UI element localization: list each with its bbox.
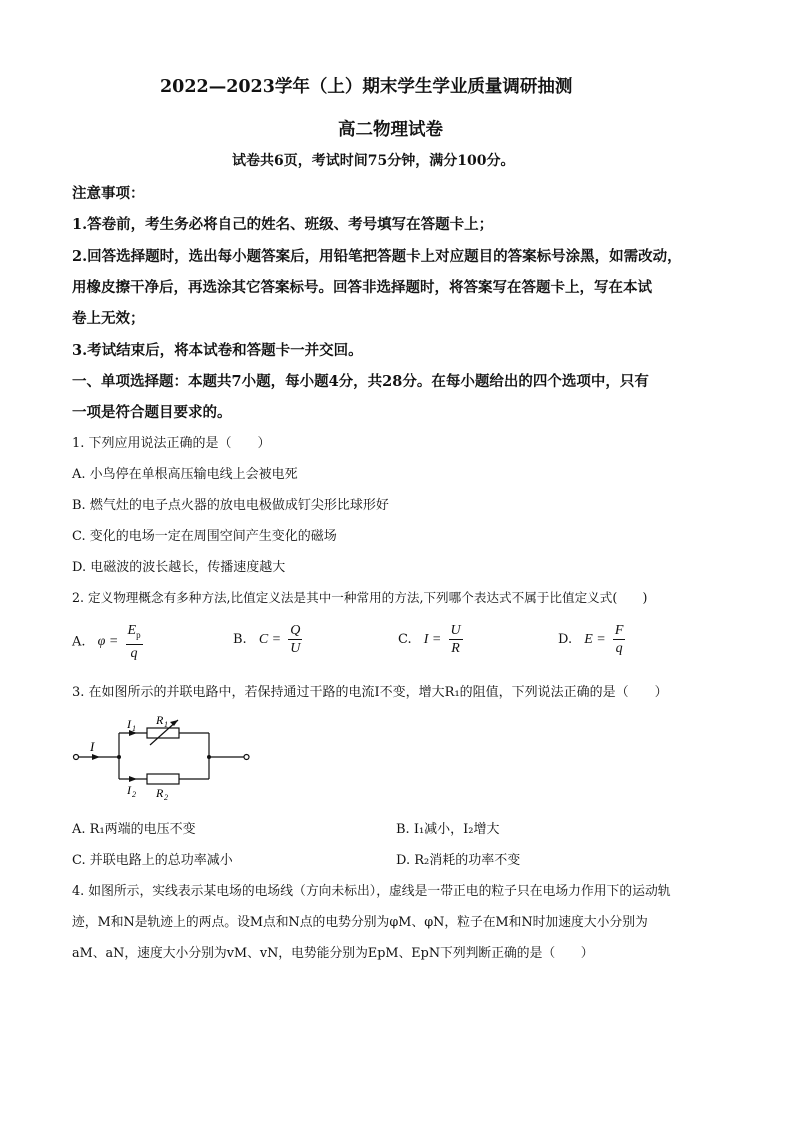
question-2-option-d xyxy=(558,622,625,657)
label-i: I xyxy=(90,739,95,754)
section-heading-line-1: 一、单项选择题：本题共7小题，每小题4分，共28分。在每小题给出的四个选项中，只有 xyxy=(72,373,649,390)
option-b-label: B. xyxy=(233,632,247,647)
question-2-option-a xyxy=(72,622,143,662)
option-a-numerator-sub: p xyxy=(136,629,141,640)
option-c-numerator: U xyxy=(450,623,461,638)
option-a-label: A. xyxy=(72,634,86,650)
option-c-lhs: I = xyxy=(423,632,442,647)
question-4-line-2: 迹，M和N是轨迹上的两点。设M点和N点的电势分别为φM、φN，粒子在M和N时加速度大小分别为 xyxy=(72,915,648,930)
current-arrow-branch-2 xyxy=(129,776,137,782)
question-3-option-b: B. I₁减小，I₂增大 xyxy=(396,822,500,837)
notice-item-3: 3.考试结束后，将本试卷和答题卡一并交回。 xyxy=(72,342,363,359)
question-3-stem: 3. 在如图所示的并联电路中，若保持通过干路的电流I不变，增大R₁的阻值，下列说法正确的是（ ） xyxy=(72,685,668,700)
option-b-fraction xyxy=(288,622,302,657)
question-1-option-c: C. 变化的电场一定在周围空间产生变化的磁场 xyxy=(72,529,337,544)
question-1-option-d: D. 电磁波的波长越长，传播速度越大 xyxy=(72,560,286,575)
rheostat-arrowhead xyxy=(170,720,178,726)
option-c-denominator: R xyxy=(451,641,460,656)
question-3-option-c: C. 并联电路上的总功率减小 xyxy=(72,853,233,868)
notice-item-2-line-3: 卷上无效； xyxy=(72,310,145,327)
question-1-option-a: A. 小鸟停在单根高压输电线上会被电死 xyxy=(72,467,298,482)
label-r1: R xyxy=(156,713,164,727)
question-3-option-a: A. R₁两端的电压不变 xyxy=(72,822,196,837)
label-i1: I xyxy=(127,717,131,731)
notice-item-1: 1.答卷前，考生务必将自己的姓名、班级、考号填写在答题卡上； xyxy=(72,216,494,233)
notice-item-2-line-1: 2.回答选择题时，选出每小题答案后，用铅笔把答题卡上对应题目的答案标号涂黑，如需改动， xyxy=(72,248,682,265)
option-b-numerator: Q xyxy=(290,623,301,638)
option-c-label: C. xyxy=(398,632,412,647)
label-r1-sub: 1 xyxy=(164,720,168,729)
label-i1-sub: 1 xyxy=(132,724,136,733)
exam-subtitle: 高二物理试卷 xyxy=(338,120,443,140)
junction-node-left xyxy=(117,755,121,759)
question-1-option-b: B. 燃气灶的电子点火器的放电电极做成钉尖形比球形好 xyxy=(72,498,389,513)
current-arrow-main xyxy=(92,754,100,760)
option-d-fraction xyxy=(613,622,626,657)
question-2-stem: 2. 定义物理概念有多种方法,比值定义法是其中一种常用的方法,下列哪个表达式不属于比值定义式( ) xyxy=(72,590,648,605)
option-a-fraction xyxy=(126,622,143,662)
question-2-option-c xyxy=(398,622,463,657)
question-3-option-d: D. R₂消耗的功率不变 xyxy=(396,853,521,868)
parallel-circuit-diagram xyxy=(70,712,260,802)
option-d-label: D. xyxy=(558,632,573,647)
label-i2-sub: 2 xyxy=(132,790,136,799)
section-heading-line-2: 一项是符合题目要求的。 xyxy=(72,404,232,421)
label-r2: R xyxy=(156,786,164,800)
option-a-denominator: q xyxy=(130,645,138,661)
question-1-stem: 1. 下列应用说法正确的是（ ） xyxy=(72,436,271,451)
notice-item-2-line-2: 用橡皮擦干净后，再选涂其它答案标号。回答非选择题时，将答案写在答题卡上，写在本试 xyxy=(72,279,652,296)
exam-info: 试卷共6页，考试时间75分钟，满分100分。 xyxy=(232,153,515,169)
resistor-r2 xyxy=(147,774,179,784)
option-b-lhs: C = xyxy=(258,632,282,647)
exam-title: 2022—2023学年（上）期末学生学业质量调研抽测 xyxy=(160,77,573,97)
junction-node-right xyxy=(207,755,211,759)
label-r2-sub: 2 xyxy=(164,793,168,802)
option-d-lhs: E = xyxy=(584,632,606,647)
option-a-numerator: E xyxy=(127,623,137,638)
option-d-numerator: F xyxy=(614,623,624,638)
option-c-fraction xyxy=(449,622,463,657)
input-terminal xyxy=(74,755,79,760)
output-terminal xyxy=(244,755,249,760)
question-4-line-3: aM、aN，速度大小分别为vM、vN，电势能分别为EpM、EpN下列判断正确的是（ ） xyxy=(72,946,594,961)
option-b-denominator: U xyxy=(290,641,301,656)
question-2-option-b xyxy=(233,622,302,657)
label-i2: I xyxy=(127,783,131,797)
option-d-denominator: q xyxy=(615,641,623,656)
option-a-lhs: φ = xyxy=(97,634,119,650)
notice-heading: 注意事项： xyxy=(72,185,145,202)
question-4-line-1: 4. 如图所示，实线表示某电场的电场线（方向未标出），虚线是一带正电的粒子只在电场力作用下的运动轨 xyxy=(72,884,671,899)
